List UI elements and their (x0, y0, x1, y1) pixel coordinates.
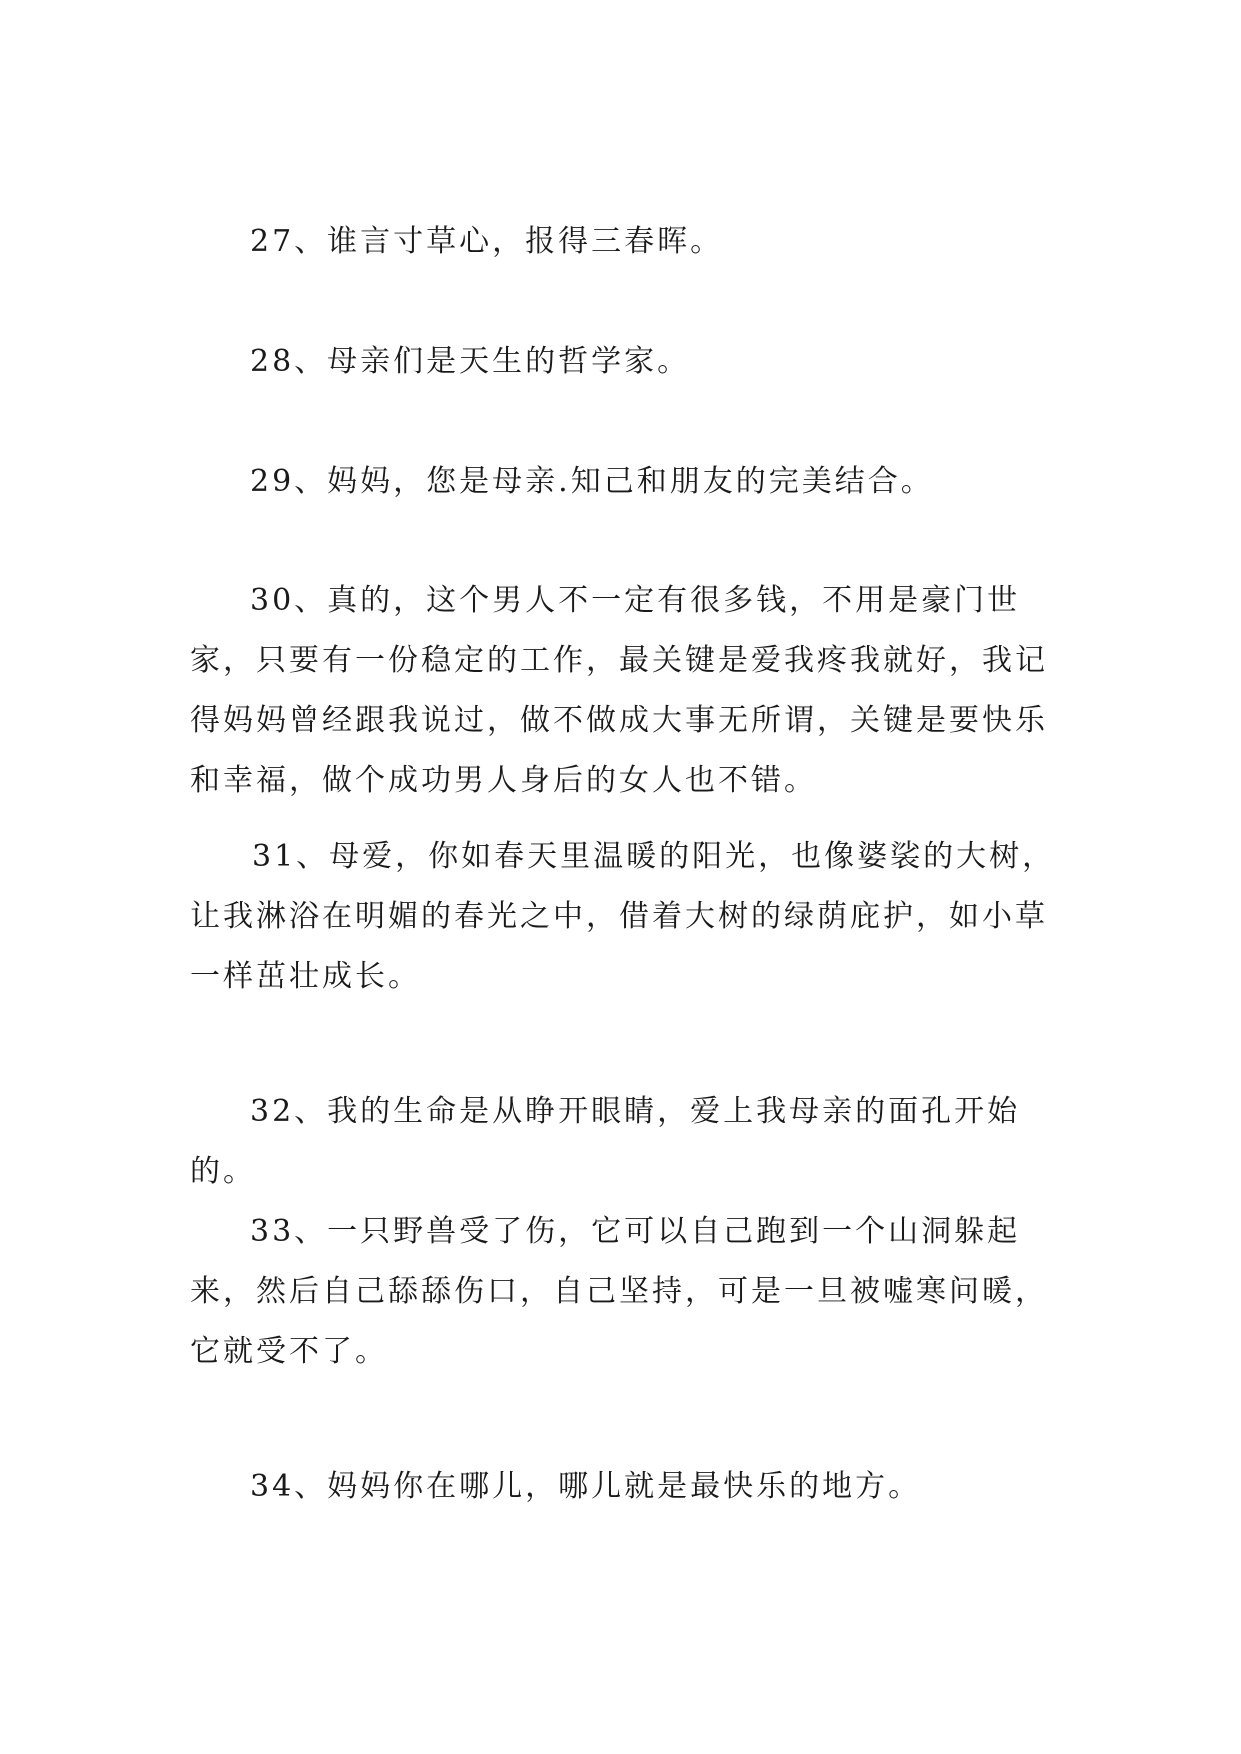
quote-30: 30、真的，这个男人不一定有很多钱，不用是豪门世家，只要有一份稳定的工作，最关键是爱我疼我就好，我记得妈妈曾经跟我说过，做不做成大事无所谓，关键是要快乐和幸福，做个成功男人身后的女人也不错。 (190, 583, 1048, 798)
quote-34: 34、妈妈你在哪儿，哪儿就是最快乐的地方。 (250, 1469, 922, 1504)
quote-32: 32、我的生命是从睁开眼睛，爱上我母亲的面孔开始的。 (190, 1094, 1021, 1189)
quote-27: 27、谁言寸草心，报得三春晖。 (250, 224, 724, 259)
quote-29: 29、妈妈，您是母亲.知己和朋友的完美结合。 (250, 464, 934, 499)
quote-31: 31、母爱，你如春天里温暖的阳光，也像婆裟的大树，让我淋浴在明媚的春光之中，借着大树的绿荫庇护，如小草一样茁壮成长。 (190, 839, 1056, 994)
quote-28: 28、母亲们是天生的哲学家。 (250, 344, 691, 379)
quote-33: 33、一只野兽受了伤，它可以自己跑到一个山洞躲起来，然后自己舔舔伤口，自己坚持，可是一旦被嘘寒问暖，它就受不了。 (190, 1214, 1048, 1369)
